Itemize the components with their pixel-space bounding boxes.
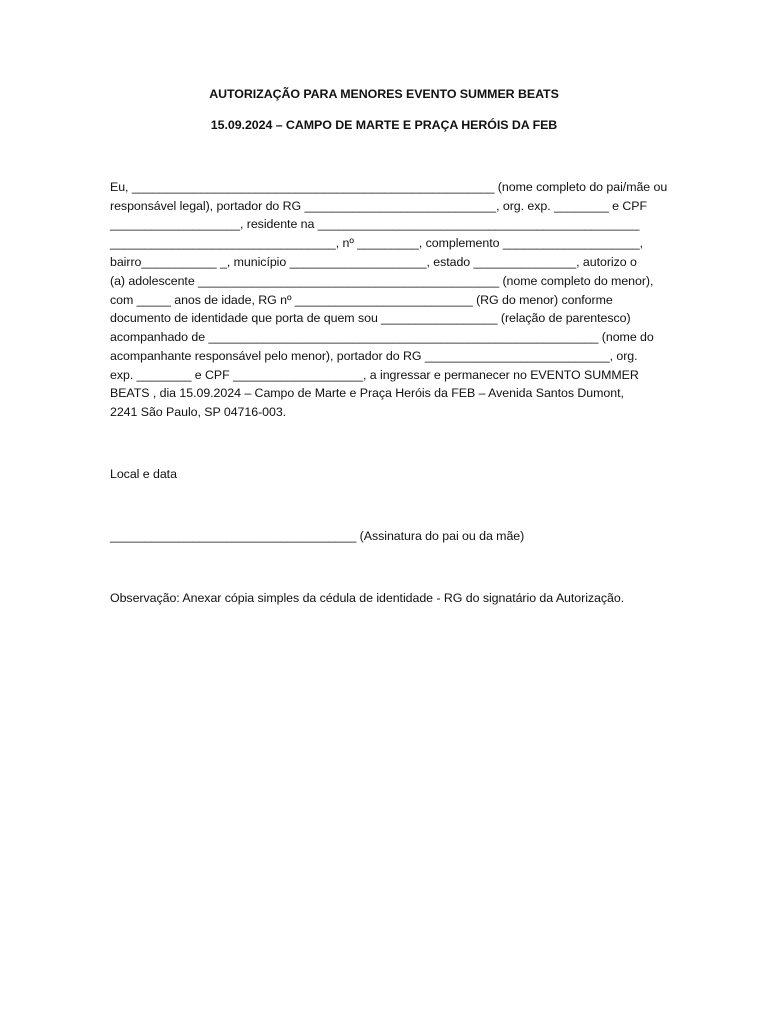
- body-line-7: com _____ anos de idade, RG nº __________________________ (RG do menor) conforme: [110, 293, 613, 307]
- body-line-2: responsável legal), portador do RG ____________________________, org. exp. ________ e CPF: [110, 199, 648, 213]
- body-line-6: (a) adolescente ____________________________________________ (nome completo do menor),: [110, 274, 654, 288]
- body-line-1: Eu, _____________________________________________________ (nome completo do pai/mãe ou: [110, 180, 668, 194]
- body-line-3: ___________________, residente na _______________________________________________: [110, 217, 640, 231]
- body-line-13: 2241 São Paulo, SP 04716-003.: [110, 405, 287, 419]
- signature-line: ____________________________________ (Assinatura do pai ou da mãe): [110, 529, 525, 543]
- body-line-12: BEATS , dia 15.09.2024 – Campo de Marte e Praça Heróis da FEB – Avenida Santos Dumont,: [110, 386, 624, 400]
- body-line-8: documento de identidade que porta de quem sou _________________ (relação de parentesco): [110, 311, 631, 325]
- local-data-label: Local e data: [110, 467, 177, 481]
- document-title: AUTORIZAÇÃO PARA MENORES EVENTO SUMMER BEATS: [209, 87, 559, 101]
- document-subtitle: 15.09.2024 – CAMPO DE MARTE E PRAÇA HERÓIS DA FEB: [210, 118, 558, 132]
- observation-note: Observação: Anexar cópia simples da cédula de identidade - RG do signatário da Autorização.: [110, 591, 625, 605]
- body-line-10: acompanhante responsável pelo menor), portador do RG ___________________________, org.: [110, 349, 638, 363]
- body-line-9: acompanhado de _________________________________________________________ (nome do: [110, 330, 654, 344]
- body-line-5: bairro___________ _, município ____________________, estado _______________, autorizo o: [110, 255, 637, 269]
- body-line-4: _________________________________, nº _________, complemento ____________________,: [110, 236, 644, 250]
- body-line-11: exp. ________ e CPF ___________________, a ingressar e permanecer no EVENTO SUMMER: [110, 368, 639, 382]
